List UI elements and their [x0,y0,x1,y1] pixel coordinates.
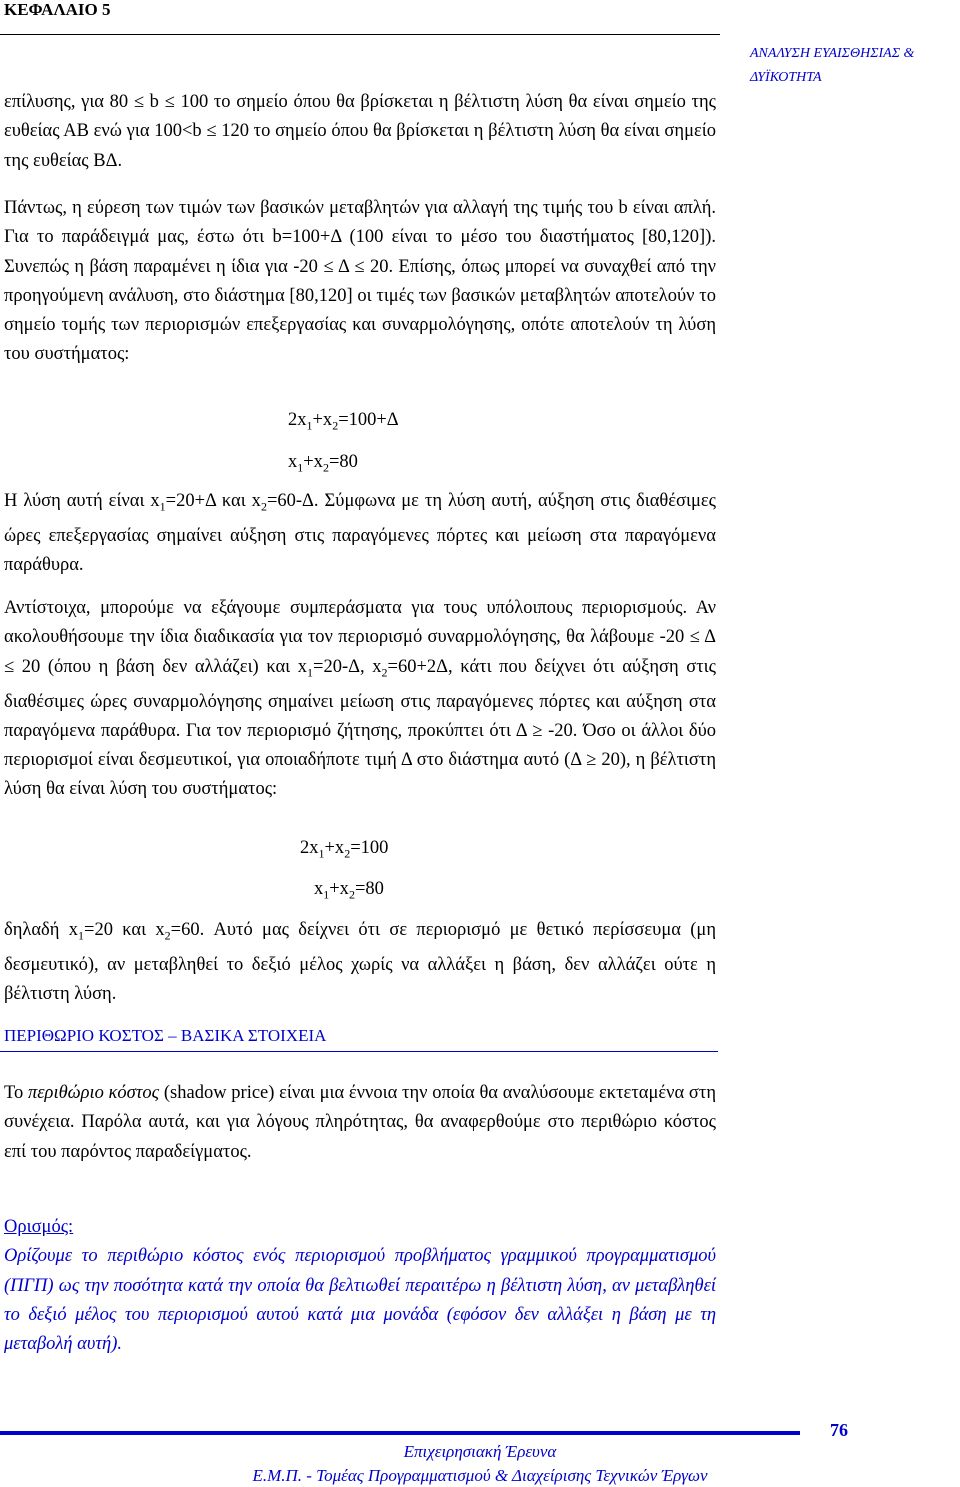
running-header-line1: ΑΝΑΛΥΣΗ ΕΥΑΙΣΘΗΣΙΑΣ & [750,46,915,61]
page-number: 76 [830,1420,848,1440]
running-header [750,42,960,90]
paragraph-2: Πάντως, η εύρεση των τιμών των βασικών μεταβλητών για αλλαγή της τιμής του b είναι απλή. Για το παράδειγμά μας, έστω ότι b=100+Δ (100 είναι το μέσο του διαστήματος [80,120]). Συνεπώς η βάση παραμένει η ίδια για -20 ≤ Δ ≤ 20. Επίσης, όπως μπορεί να συναχθεί από την προηγούμενη ανάλυση, στο διάστημα [80,120] οι τιμές των βασικών μεταβλητών αποτελούν το σημείο τομής των περιορισμών επεξεργασίας και συναρμολόγησης, οπότε αποτελούν τη λύση του συστήματος: [4,198,716,365]
footer-rule [0,1431,800,1435]
footer-line-2: Ε.Μ.Π. - Τομέας Προγραμματισμού & Διαχείρισης Τεχνικών Έργων [252,1466,708,1485]
footer-line-1: Επιχειρησιακή Έρευνα [403,1442,557,1461]
paragraph-6: Το περιθώριο κόστος (shadow price) είναι μια έννοια την οποία θα αναλύσουμε εκτεταμένα στη συνέχεια. Παρόλα αυτά, και για λόγους πληρότητας, θα αναφερθούμε στο περιθώριο κόστος επί του παρόντος παραδείγματος. [4,1083,716,1162]
paragraph-5: δηλαδή $x_1=20$ και $x_2=60$. Αυτό μας δείχνει ότι σε περιορισμό με θετικό περίσσευμα (μη δεσμευτικό), αν μεταβληθεί το δεξιό μέλος χωρίς να αλλάξει η βάση, δεν αλλάζει ούτε η βέλτιστη λύση. [4,920,717,1005]
paragraph-1: επίλυσης, για 80 ≤ b ≤ 100 το σημείο όπου θα βρίσκεται η βέλτιστη λύση θα είναι σημείο της ευθείας ΑΒ ενώ για 100<b ≤ 120 το σημείο όπου θα βρίσκεται η βέλτιστη λύση θα είναι σημείο της ευθείας ΒΔ. [4,92,716,171]
chapter-title: ΚΕΦΑΛΑΙΟ 5 [4,0,111,19]
equation-4: $x_1+x_2=80$ [314,879,384,902]
header-rule [0,34,720,35]
equation-2: $x_1+x_2=80$ [288,452,358,475]
definition-block [4,1213,716,1359]
equation-3: $2x_1+x_2=100$ [300,838,389,861]
definition-body: Ορίζουμε το περιθώριο κόστος ενός περιορισμού προβλήματος γραμμικού προγραμματισμού (ΠΓΠ) ως την ποσότητα κατά την οποία θα βελτιωθεί περαιτέρω η βέλτιστη λύση, αν μεταβληθεί το δεξιό μέλος του περιορισμού αυτού κατά μια μονάδα (εφόσον δεν αλλάξει η βάση με τη μεταβολή αυτή). [4,1246,716,1355]
section-heading: ΠΕΡΙΘΩΡΙΟ ΚΟΣΤΟΣ – ΒΑΣΙΚΑ ΣΤΟΙΧΕΙΑ [4,1026,327,1045]
definition-title: Ορισμός: [4,1217,74,1237]
section-rule [0,1051,718,1052]
equation-1: $2x_1+x_2=100+\Delta$ [288,410,399,433]
paragraph-4: Αντίστοιχα, μπορούμε να εξάγουμε συμπεράσματα για τους υπόλοιπους περιορισμούς. Αν ακολουθήσουμε την ίδια διαδικασία για τον περιορισμό συναρμολόγησης, θα λάβουμε -20 ≤ Δ ≤ 20 (όπου η βάση δεν αλλάζει) και $x_1=20-\Delta$, $x_2=60+2\Delta$, κάτι που δείχνει ότι αύξηση στις διαθέσιμες ώρες συναρμολόγησης σημαίνει μείωση στις παραγόμενες πόρτες και αύξηση στα παραγόμενα παράθυρα. Για τον περιορισμό ζήτησης, προκύπτει ότι Δ ≥ -20. Όσο οι άλλοι δύο περιορισμοί είναι δεσμευτικοί, για οποιαδήποτε τιμή Δ στο διάστημα αυτό (Δ ≥ 20), η βέλτιστη λύση θα είναι λύση του συστήματος: [4,598,716,800]
paragraph-3: Η λύση αυτή είναι $x_1=20+\Delta$ και $x_2=60-\Delta$. Σύμφωνα με τη λύση αυτή, αύξηση στις διαθέσιμες ώρες επεξεργασίας σημαίνει αύξηση στις παραγόμενες πόρτες και μείωση στα παραγόμενα παράθυρα. [4,491,716,576]
running-header-line2: ΔΥΪΚΟΤΗΤΑ [750,70,822,85]
